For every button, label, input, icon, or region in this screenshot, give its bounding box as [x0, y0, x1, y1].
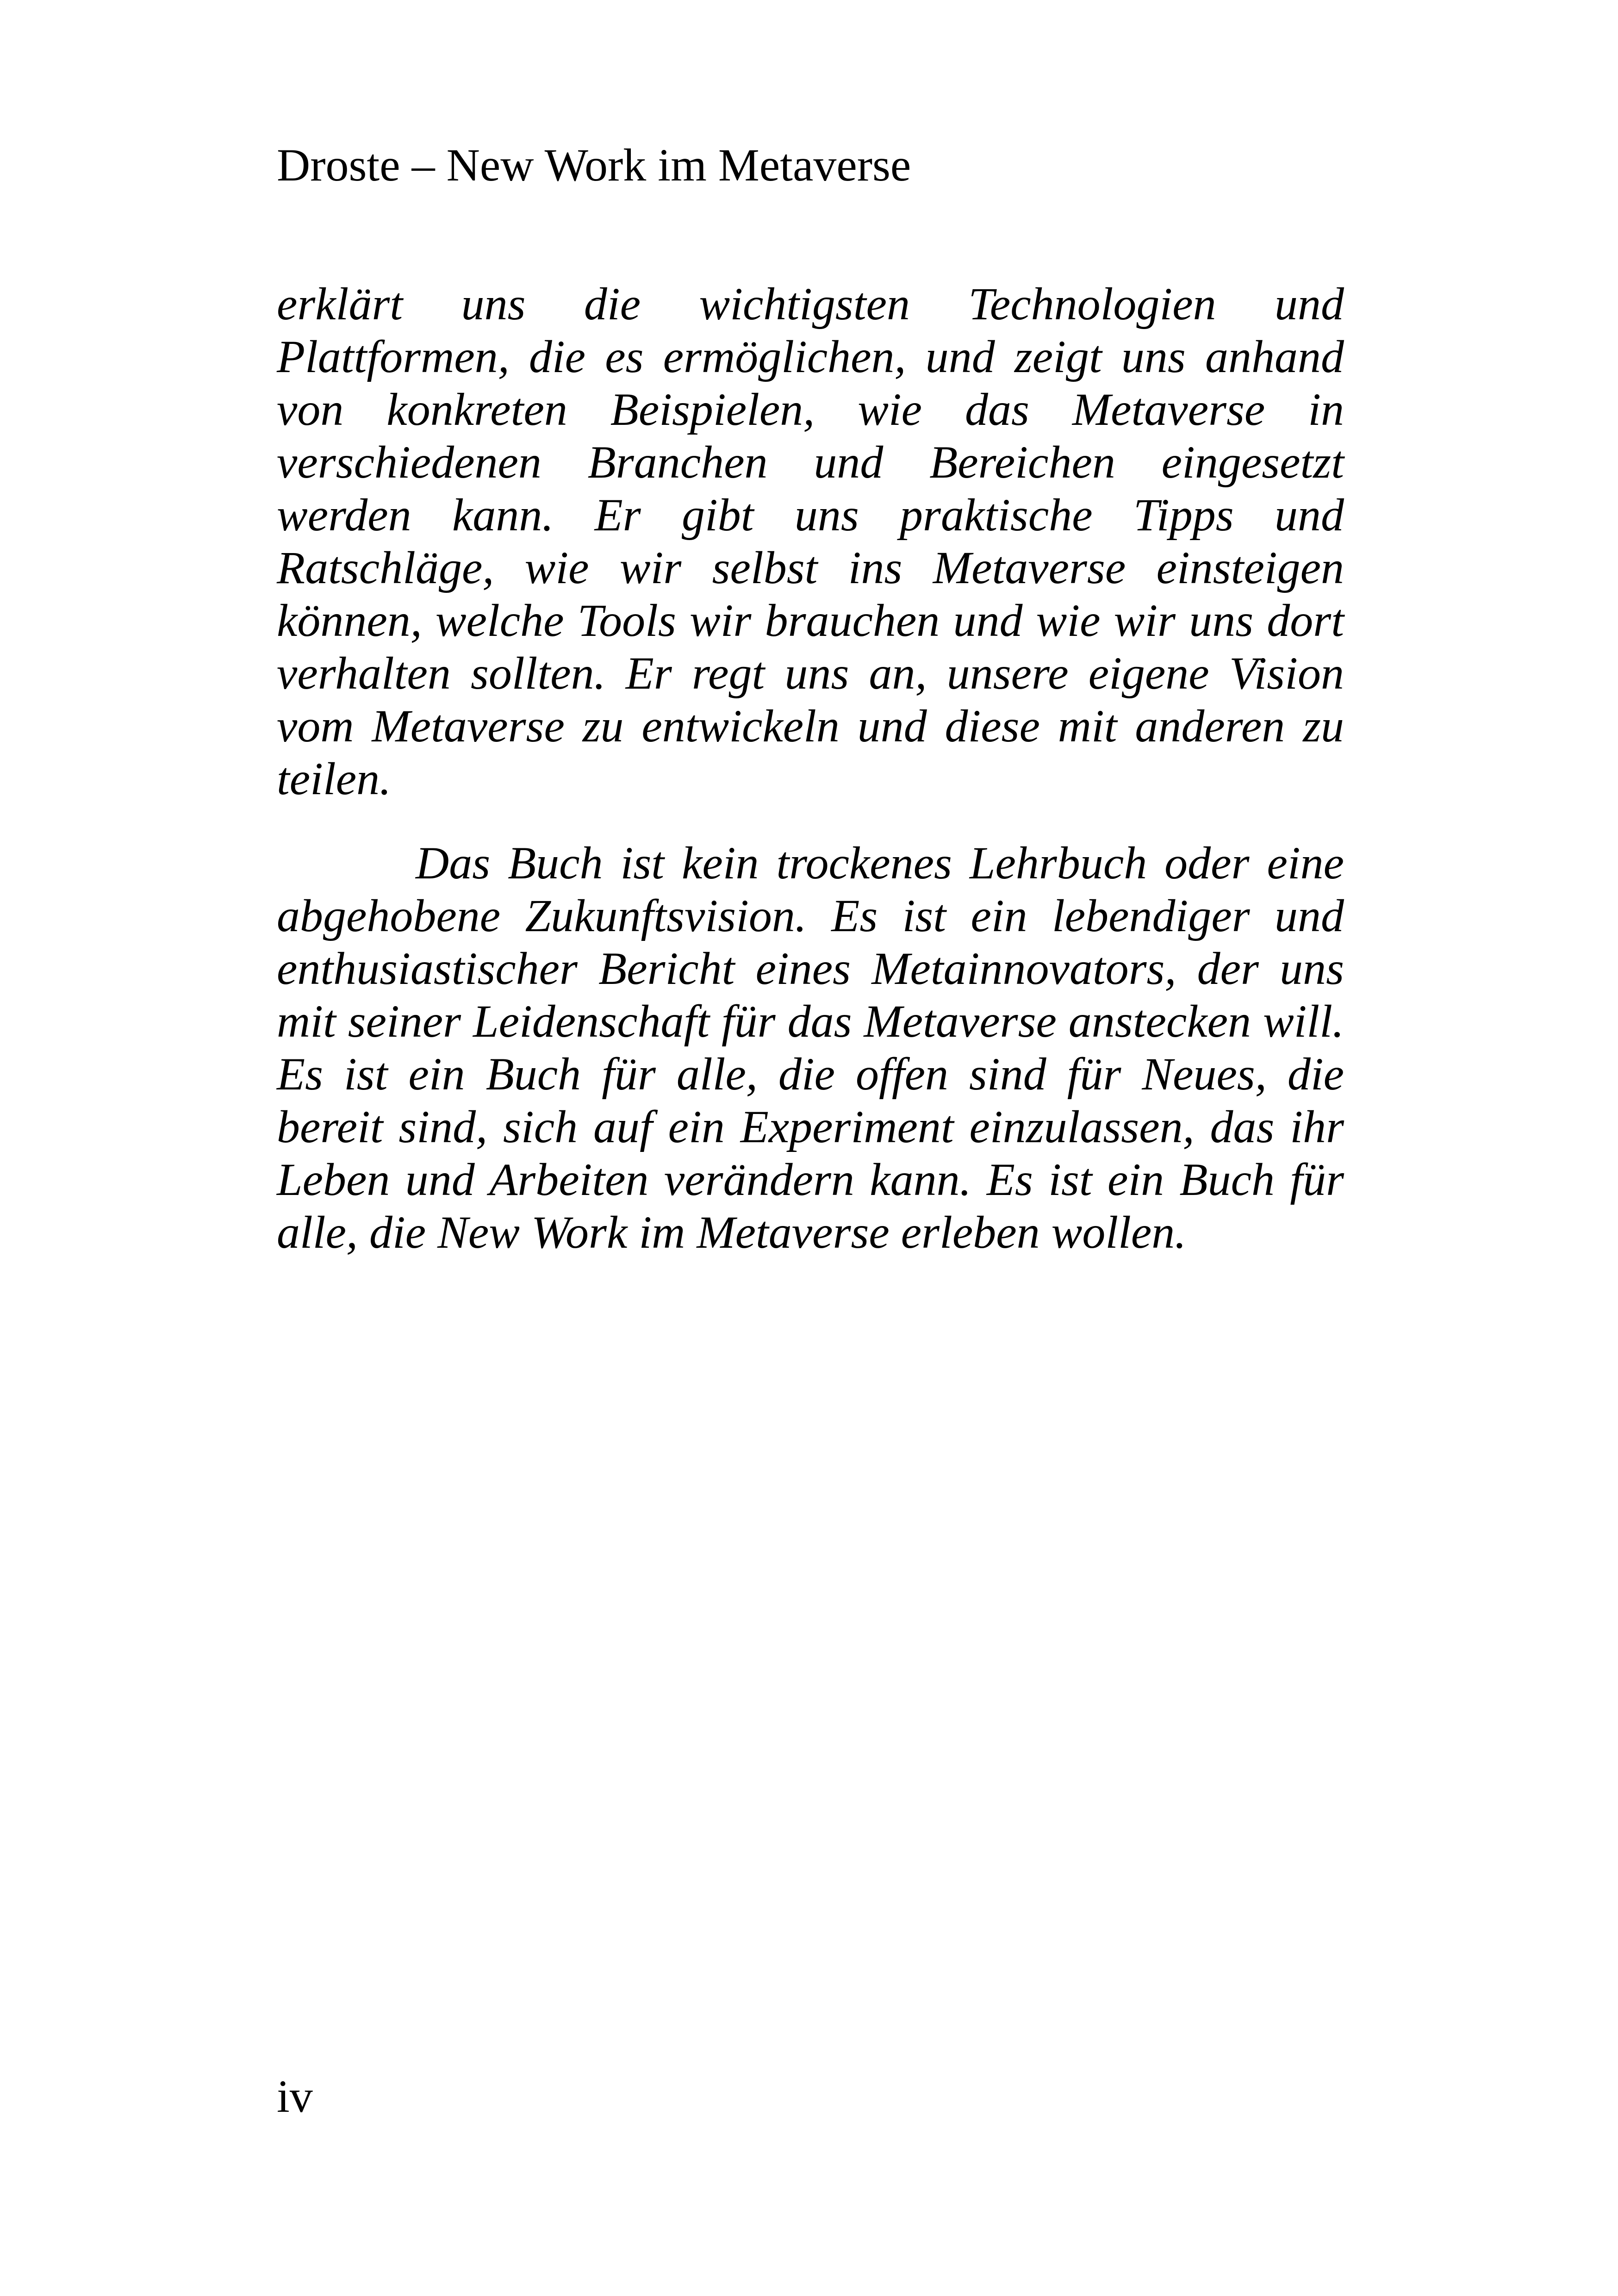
paragraph-continued: erklärt uns die wichtigsten Technologien und Plattformen, die es ermöglichen, und zeigt uns anhand von konkreten Beispielen, wie das Metaverse in verschiedenen Branchen und Bereichen eingesetzt werden kann. Er gibt uns praktische Tipps und Ratschläge, wie wir selbst ins Metaverse einsteigen können, welche Tools wir brauchen und wie wir uns dort verhalten sollten. Er regt uns an, unsere eigene Vision vom Metaverse zu entwickeln und diese mit anderen zu teilen.: [277, 278, 1344, 804]
page-number: iv: [277, 2071, 313, 2122]
paragraph: Das Buch ist kein trockenes Lehrbuch oder eine abgehobene Zukunftsvision. Es ist ein lebendiger und enthusiastischer Bericht eines Metainnovators, der uns mit seiner Leidenschaft für das Metaverse anstecken will. Es ist ein Buch für alle, die offen sind für Neues, die bereit sind, sich auf ein Experiment einzulassen, das ihr Leben und Arbeiten verändern kann. Es ist ein Buch für alle, die New Work im Metaverse erleben wollen.: [277, 837, 1344, 1258]
running-header: Droste – New Work im Metaverse: [277, 139, 911, 191]
body-text: [277, 278, 1344, 1259]
